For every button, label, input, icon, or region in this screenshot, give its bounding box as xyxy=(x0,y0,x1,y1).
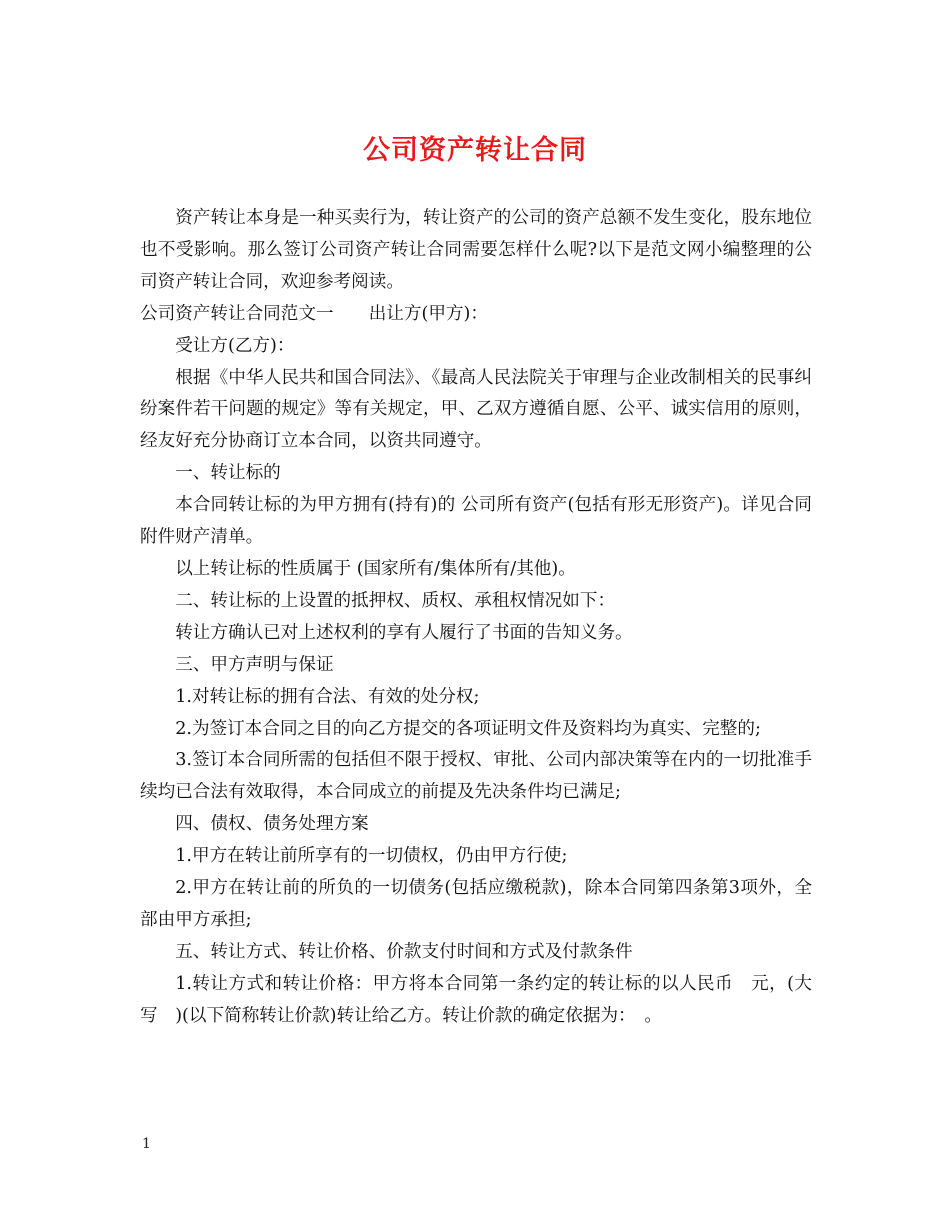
document-body xyxy=(140,203,812,1033)
paragraph: 二、转让标的上设置的抵押权、质权、承租权情况如下： xyxy=(175,590,616,611)
paragraph: 四、债权、债务处理方案 xyxy=(175,814,369,835)
paragraph: 1.转让方式和转让价格：甲方将本合同第一条约定的转让标的以人民币 元，(大写 )(以下简称转让价款)转让给乙方。转让价款的确定依据为： 。 xyxy=(140,973,812,1026)
paragraph: 根据《中华人民共和国合同法》、《最高人民法院关于审理与企业改制相关的民事纠纷案件若干问题的规定》等有关规定，甲、乙双方遵循自愿、公平、诚实信用的原则，经友好充分协商订立本合同，以资共同遵守。 xyxy=(140,367,812,452)
paragraph: 转让方确认已对上述权利的享有人履行了书面的告知义务。 xyxy=(175,622,633,643)
page-number: 1 xyxy=(142,1136,151,1152)
paragraph: 本合同转让标的为甲方拥有(持有)的 公司所有资产(包括有形无形资产)。详见合同附件财产清单。 xyxy=(140,495,812,548)
paragraph: 公司资产转让合同范文一 出让方(甲方)： xyxy=(140,303,489,324)
paragraph: 五、转让方式、转让价格、价款支付时间和方式及付款条件 xyxy=(175,941,633,962)
page-title: 公司资产转让合同 xyxy=(363,135,587,166)
paragraph: 三、甲方声明与保证 xyxy=(175,654,334,675)
paragraph: 2.为签订本合同之目的向乙方提交的各项证明文件及资料均为真实、完整的; xyxy=(175,718,761,739)
paragraph: 1.甲方在转让前所享有的一切债权，仍由甲方行使; xyxy=(175,846,568,867)
paragraph: 一、转让标的 xyxy=(175,463,281,484)
paragraph: 受让方(乙方)： xyxy=(175,335,295,356)
paragraph: 3.签订本合同所需的包括但不限于授权、审批、公司内部决策等在内的一切批准手续均已合法有效取得，本合同成立的前提及先决条件均已满足; xyxy=(140,750,812,803)
paragraph: 1.对转让标的拥有合法、有效的处分权; xyxy=(175,686,480,707)
paragraph: 资产转让本身是一种买卖行为，转让资产的公司的资产总额不发生变化，股东地位也不受影响。那么签订公司资产转让合同需要怎样什么呢?以下是范文网小编整理的公司资产转让合同，欢迎参考阅读。 xyxy=(140,208,812,292)
paragraph: 2.甲方在转让前的所负的一切债务(包括应缴税款)，除本合同第四条第3项外，全部由甲方承担; xyxy=(140,878,812,930)
paragraph: 以上转让标的性质属于 (国家所有/集体所有/其他)。 xyxy=(175,558,576,579)
